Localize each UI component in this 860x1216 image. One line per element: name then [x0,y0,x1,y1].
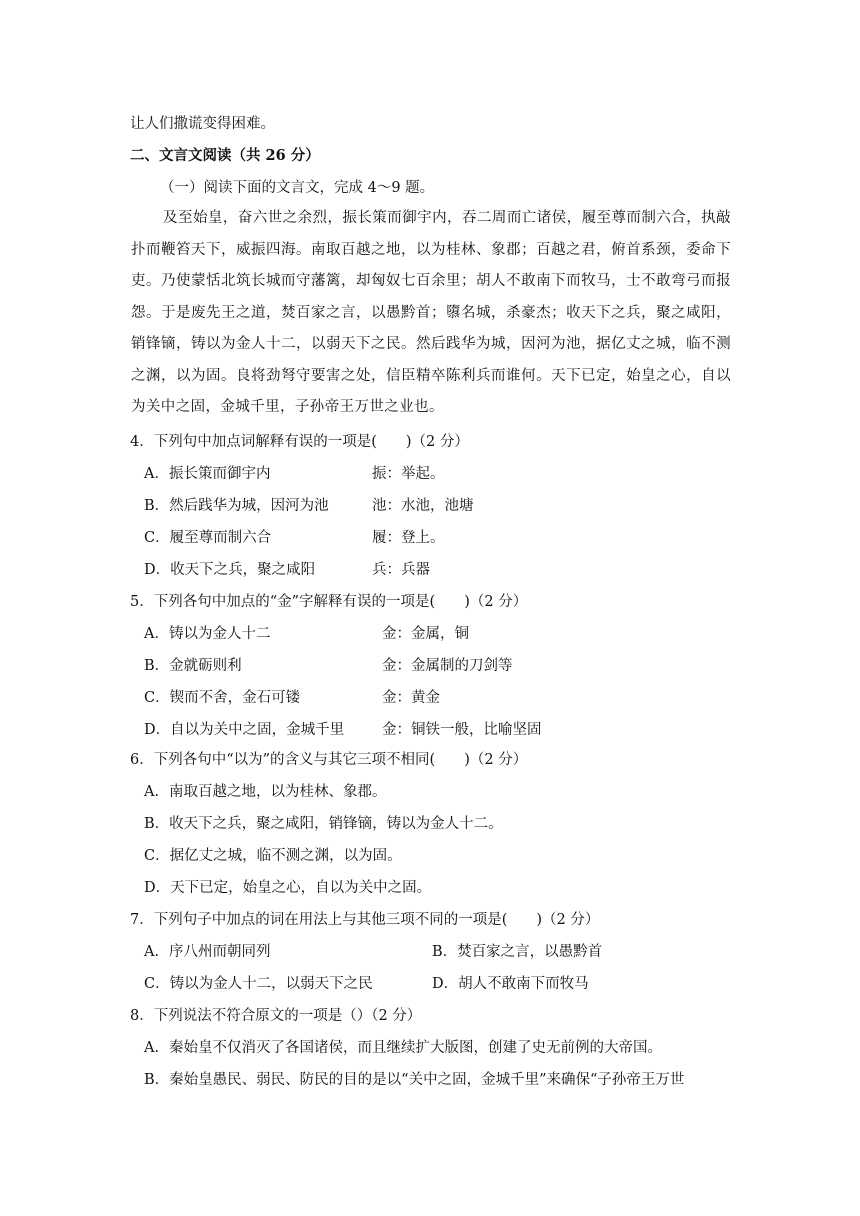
section-heading: 二、文言文阅读（共 26 分） [130,147,320,164]
q5-option-b-text: B．金就砺则利 [144,658,242,674]
q6-stem: 6．下列各句中“以为”的含义与其它三项不相同( )（2 分） [130,752,528,768]
q6-option-b: B．收天下之兵，聚之咸阳，销锋镝，铸以为金人十二。 [144,816,503,832]
classical-passage [131,203,731,424]
q5-stem: 5．下列各句中加点的“金”字解释有误的一项是( )（2 分） [130,594,528,610]
q4-option-a [144,464,445,484]
q7-row-1 [144,942,603,962]
q8-option-a: A．秦始皇不仅消灭了各国诸侯，而且继续扩大版图，创建了史无前例的大帝国。 [144,1040,662,1056]
q5-option-b [144,656,513,676]
q8-option-b: B．秦始皇愚民、弱民、防民的目的是以“关中之固，金城千里”来确保“子孙帝王万世 [144,1072,685,1088]
q4-option-b [144,496,474,516]
q4-option-d [144,560,430,580]
intro-line: 让人们撒谎变得困难。 [130,116,275,132]
q8-stem: 8．下列说法不符合原文的一项是（）（2 分） [130,1008,422,1024]
q4-option-c-text: C．履至尊而制六合 [144,530,272,546]
q5-option-b-explain: 金：金属制的刀剑等 [382,658,513,674]
q5-option-a-explain: 金：金属，铜 [382,626,469,642]
q6-option-a: A．南取百越之地，以为桂林、象郡。 [144,784,387,800]
q5-option-c [144,688,440,708]
q5-option-d-explain: 金：铜铁一般，比喻坚固 [382,722,542,738]
q4-option-a-explain: 振：举起。 [372,466,445,482]
q6-option-c: C．据亿丈之城，临不测之渊，以为固。 [144,848,402,864]
q5-option-d-text: D．自以为关中之固，金城千里 [144,722,345,738]
q7-stem: 7．下列句子中加点的词在用法上与其他三项不同的一项是( )（2 分） [130,912,600,928]
passage-text: 及至始皇，奋六世之余烈，振长策而御宇内，吞二周而亡诸侯，履至尊而制六合，执敲扑而鞭笞天下，威振四海。南取百越之地，以为桂林、象郡；百越之君，俯首系颈，委命下吏。乃使蒙恬北筑长城而守藩篱，却匈奴七百余里；胡人不敢南下而牧马，士不敢弯弓而报怨。于是废先王之道，焚百家之言，以愚黔首；隳名城，杀豪杰；收天下之兵，聚之咸阳，销锋镝，铸以为金人十二，以弱天下之民。然后践华为城，因河为池，据亿丈之城，临不测之渊，以为固。良将劲弩守要害之处，信臣精卒陈利兵而谁何。天下已定，始皇之心，自以为关中之固，金城千里，子孙帝王万世之业也。 [131,210,731,415]
q5-option-d [144,720,542,740]
q6-option-d: D．天下已定，始皇之心，自以为关中之固。 [144,880,432,896]
q4-option-b-explain: 池：水池，池塘 [372,498,474,514]
q4-option-b-text: B．然后践华为城，因河为池 [144,498,329,514]
q7-row-2 [144,974,589,994]
q7-option-b: B．焚百家之言，以愚黔首 [432,944,603,960]
q7-option-a: A．序八州而朝同列 [144,944,271,960]
q7-option-c: C．铸以为金人十二，以弱天下之民 [144,976,373,992]
q4-option-d-text: D．收天下之兵，聚之咸阳 [144,562,316,578]
q4-option-a-text: A．振长策而御宇内 [144,466,271,482]
q4-option-c-explain: 履：登上。 [372,530,445,546]
q7-option-d: D．胡人不敢南下而牧马 [432,976,589,992]
q4-option-d-explain: 兵：兵器 [372,562,430,578]
q5-option-a [144,624,469,644]
q5-option-c-explain: 金：黄金 [382,690,440,706]
q5-option-a-text: A．铸以为金人十二 [144,626,271,642]
q5-option-c-text: C．锲而不舍，金石可镂 [144,690,301,706]
q4-stem: 4．下列句中加点词解释有误的一项是( )（2 分） [130,434,469,450]
section-sub-heading: （一）阅读下面的文言文，完成 4～9 题。 [160,180,435,196]
q4-option-c [144,528,445,548]
